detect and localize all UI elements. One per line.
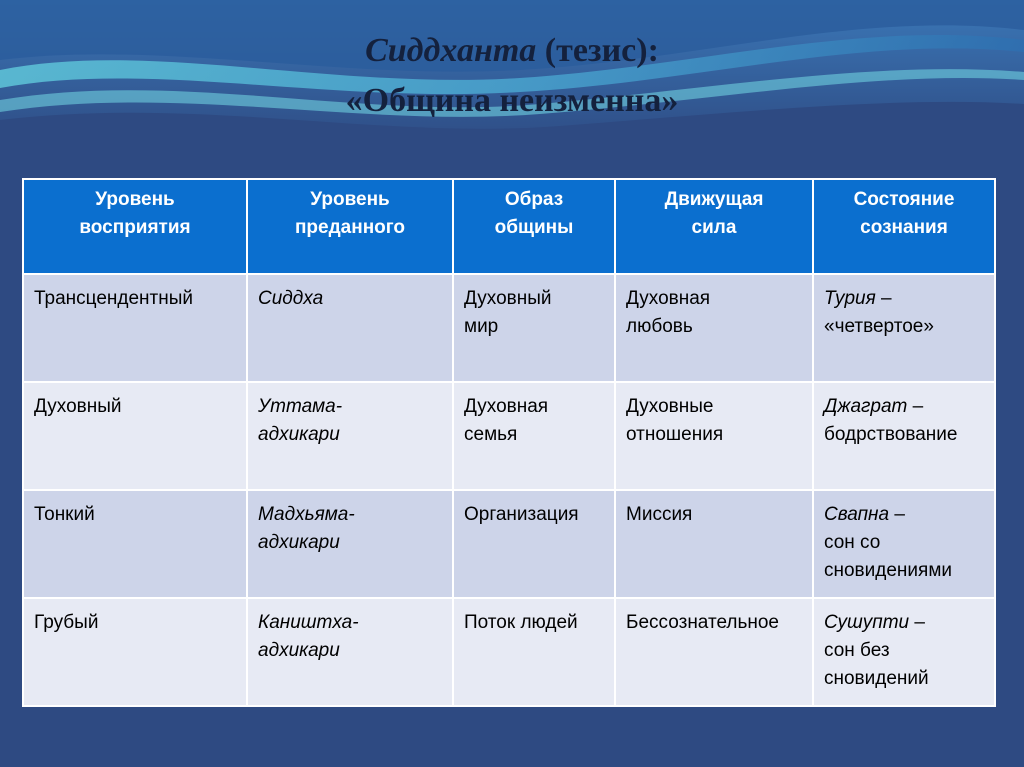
cell-level: Тонкий [23, 490, 247, 598]
title-term: Сиддханта [365, 32, 537, 69]
header-level: Уровень восприятия [23, 179, 247, 274]
table-row [23, 490, 995, 598]
cell-level: Трансцендентный [23, 274, 247, 382]
cell-state: Свапна – сон со сновидениями [813, 490, 995, 598]
slide-title [0, 26, 1024, 126]
header-image: Образ общины [453, 179, 615, 274]
comparison-table-wrapper [22, 178, 994, 707]
cell-force: Духовная любовь [615, 274, 813, 382]
cell-force: Бессознательное [615, 598, 813, 706]
cell-state: Джаграт – бодрствование [813, 382, 995, 490]
table-row [23, 382, 995, 490]
cell-image: Организация [453, 490, 615, 598]
cell-devotee: Каништха- адхикари [247, 598, 453, 706]
cell-state: Турия – «четвертое» [813, 274, 995, 382]
table-row [23, 274, 995, 382]
cell-force: Миссия [615, 490, 813, 598]
cell-image: Поток людей [453, 598, 615, 706]
cell-devotee: Мадхьяма- адхикари [247, 490, 453, 598]
cell-state: Сушупти – сон без сновидений [813, 598, 995, 706]
cell-devotee: Сиддха [247, 274, 453, 382]
header-force: Движущая сила [615, 179, 813, 274]
header-devotee: Уровень преданного [247, 179, 453, 274]
cell-image: Духовная семья [453, 382, 615, 490]
cell-force: Духовные отношения [615, 382, 813, 490]
comparison-table [22, 178, 996, 707]
cell-devotee: Уттама- адхикари [247, 382, 453, 490]
title-line-1 [0, 26, 1024, 76]
cell-level: Духовный [23, 382, 247, 490]
table-header-row [23, 179, 995, 274]
table-row [23, 598, 995, 706]
cell-image: Духовный мир [453, 274, 615, 382]
cell-level: Грубый [23, 598, 247, 706]
title-line-2: «Община неизменна» [345, 82, 679, 119]
header-state: Состояние сознания [813, 179, 995, 274]
title-rest: (тезис): [536, 32, 659, 69]
